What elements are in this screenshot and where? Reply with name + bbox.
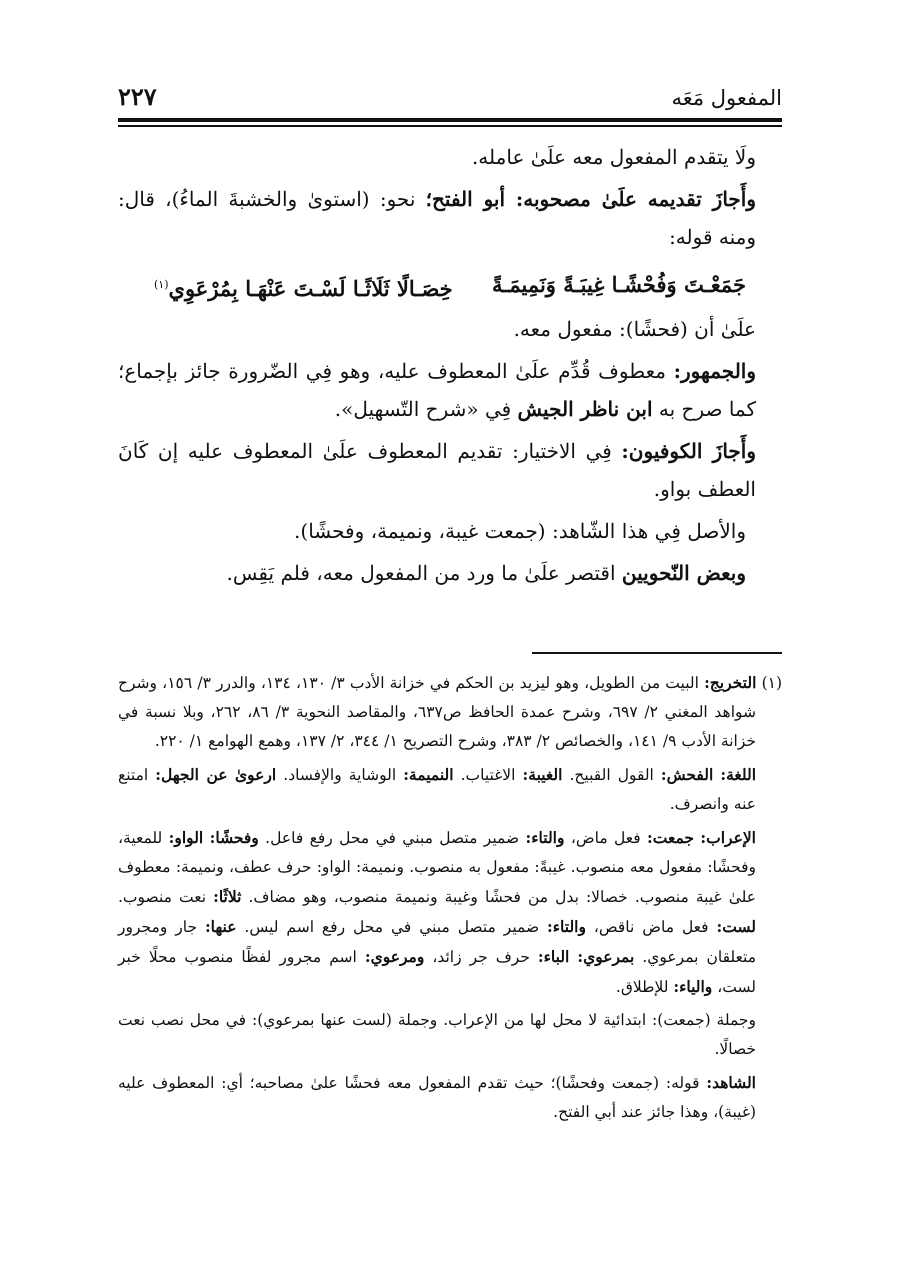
irab-term-5: ثلاثًا: [213, 887, 242, 906]
irab-term-1: جمعت: [647, 828, 695, 847]
footnote-marker[interactable]: (١) [154, 278, 169, 291]
irab-term-4: الواو: [168, 828, 204, 847]
irab-def-7: ضمير متصل مبني في محل رفع اسم ليس. [236, 918, 548, 936]
footnote-separator [532, 652, 782, 654]
page-number: ٢٢٧ [118, 82, 157, 111]
shahid-lead: الشاهد: [706, 1073, 756, 1092]
irab-term-6: لست: [716, 917, 756, 936]
paragraph-4 [118, 352, 782, 428]
paragraph-7 [118, 554, 782, 592]
verse-first-hemistich [492, 266, 746, 304]
lugha-def-2: الاغتياب. [453, 766, 523, 784]
irab-def-2: ضمير متصل مبني في محل رفع فاعل. [258, 829, 526, 847]
irab-def-8: جار ومجرور متعلقان بمرعوي. [118, 918, 757, 966]
header-rule-thin [118, 125, 782, 127]
chapter-title: المفعول مَعَه [671, 86, 782, 110]
footnote-jumla: وجملة (جمعت): ابتدائية لا محل لها من الإعراب. وجملة (لست عنها بمرعوي): في محل نصب نعت خصالًا. [118, 1011, 756, 1058]
irab-term-12: والياء: [673, 977, 713, 996]
paragraph-5-lead: وأَجازَ الكوفيون: [621, 439, 756, 463]
lugha-def-3: الوشاية والإفساد. [276, 766, 404, 784]
paragraph-5 [118, 432, 782, 508]
irab-term-2: والتاء: [525, 828, 565, 847]
irab-def-12: للإطلاق. [615, 978, 674, 996]
irab-def-11: اسم مجرور لفظًا منصوب محلًا خبر لست، [118, 948, 756, 996]
footnote-shahid [118, 1068, 782, 1127]
irab-term-3: وفحشًا: [209, 828, 259, 847]
verse-hem1-text: جَمَعْـتَ وَفُحْشًـا غِيبَـةً وَنَمِيمَـةً [491, 272, 746, 297]
lugha-def-1: القول القبيح. [562, 766, 661, 784]
paragraph-4-text: معطوف قُدِّم علَىٰ المعطوف عليه، وهو فِي الضّرورة جائز بإجماع؛ كما صرح به [118, 359, 756, 421]
lugha-term-1: الفحش: [660, 765, 714, 784]
footnote-irab [118, 823, 782, 1002]
paragraph-4-end: فِي «شرح التّسهيل». [334, 397, 518, 421]
footnote-1 [118, 668, 782, 756]
footnote-lugha [118, 760, 782, 819]
lugha-term-4: ارعوىٰ عن الجهل: [155, 765, 277, 784]
main-text [118, 138, 782, 596]
lugha-term-2: الغيبة: [522, 765, 563, 784]
poetry-verse [118, 262, 782, 306]
paragraph-1: ولَا يتقدم المفعول معه علَىٰ عامله. [471, 145, 756, 169]
paragraph-6: والأصل فِي هذا الشّاهد: (جمعت غيبة، ونميمة، وفحشًا). [294, 519, 746, 543]
irab-term-7: والتاء: [547, 917, 586, 936]
paragraph-4-lead: والجمهور: [673, 359, 756, 383]
footnote-1-text: البيت من الطويل، وهو ليزيد بن الحكم في خزانة الأدب ٣/ ١٣٠، ١٣٤، والدرر ٣/ ١٥٦، وشرح شواهد المغني ٢/ ٦٩٧، وشرح عمدة الحافظ ص٦٣٧، والمقاصد النحوية ٣/ ٨٦، ٢٦٢، وبلا نسبة في خزانة الأدب ٩/ ١٤١، والخصائص ٢/ ٣٨٣، وشرح التصريح ١/ ٣٤٤، ٢/ ١٣٧، وهمع الهوامع ١/ ٢٢٠. [118, 674, 757, 750]
header-rule-thick [118, 118, 782, 122]
irab-term-8: عنها: [204, 917, 237, 936]
paragraph-2-text: نحو: (استوىٰ والخشبةَ الماءُ)، قال: ومنه قوله: [118, 187, 756, 249]
page-header [118, 82, 782, 114]
paragraph-7-text: اقتصر علَىٰ ما ورد من المفعول معه، فلم يَقِس. [226, 561, 622, 585]
irab-term-9: بمرعوي: [577, 947, 635, 966]
footnote-1-lead: التخريج: [704, 673, 757, 692]
paragraph-2-lead: وأَجازَ تقديمه علَىٰ مصحوبه: أبو الفتح؛ [425, 187, 756, 211]
irab-term-10: الباء: [537, 947, 570, 966]
shahid-text: قوله: (جمعت وفحشًا)؛ حيث تقدم المفعول معه فحشًا علىٰ مصاحبه؛ أي: المعطوف عليه (غيبة)، وهذا جائز عند أبي الفتح. [118, 1074, 756, 1121]
verse-hem2-text: خِصَـالًا ثَلَاثًـا لَسْـتَ عَنْهَـا بِمُرْعَوِي [168, 276, 453, 301]
paragraph-5-text: فِي الاختيار: تقديم المعطوف علَىٰ المعطوف عليه إن كَانَ العطف بواو. [118, 439, 756, 501]
irab-def-1: فعل ماض، [564, 829, 648, 847]
footnote-1-number: (١) [761, 674, 783, 692]
irab-def-4: للمعية، وفحشًا: مفعول معه منصوب. غيبةً: مفعول به منصوب. ونميمة: الواو: حرف عطف، ونميمة: معطوف علىٰ غيبة منصوب. خصالا: بدل من فحشًا وغيبة ونميمة منصوب، وهو مضاف. [118, 829, 756, 906]
irab-def-6: فعل ماض ناقص، [585, 918, 717, 936]
lugha-def-4: امتنع عنه وانصرف. [118, 766, 756, 813]
lugha-term-3: النميمة: [403, 765, 454, 784]
irab-term-11: ومرعوي: [364, 947, 425, 966]
lugha-lead: اللغة: [720, 765, 757, 784]
irab-def-5: نعت منصوب. [118, 888, 214, 906]
paragraph-2 [118, 180, 782, 256]
irab-lead: الإعراب: [700, 828, 756, 847]
footnotes [118, 668, 782, 1131]
irab-def-10: حرف جر زائد، [424, 948, 538, 966]
verse-second-hemistich [154, 266, 453, 308]
paragraph-3: علَىٰ أن (فحشًا): مفعول معه. [513, 317, 756, 341]
paragraph-4-name: ابن ناظر الجيش [517, 397, 653, 421]
paragraph-7-lead: وبعض النّحويين [621, 561, 746, 585]
